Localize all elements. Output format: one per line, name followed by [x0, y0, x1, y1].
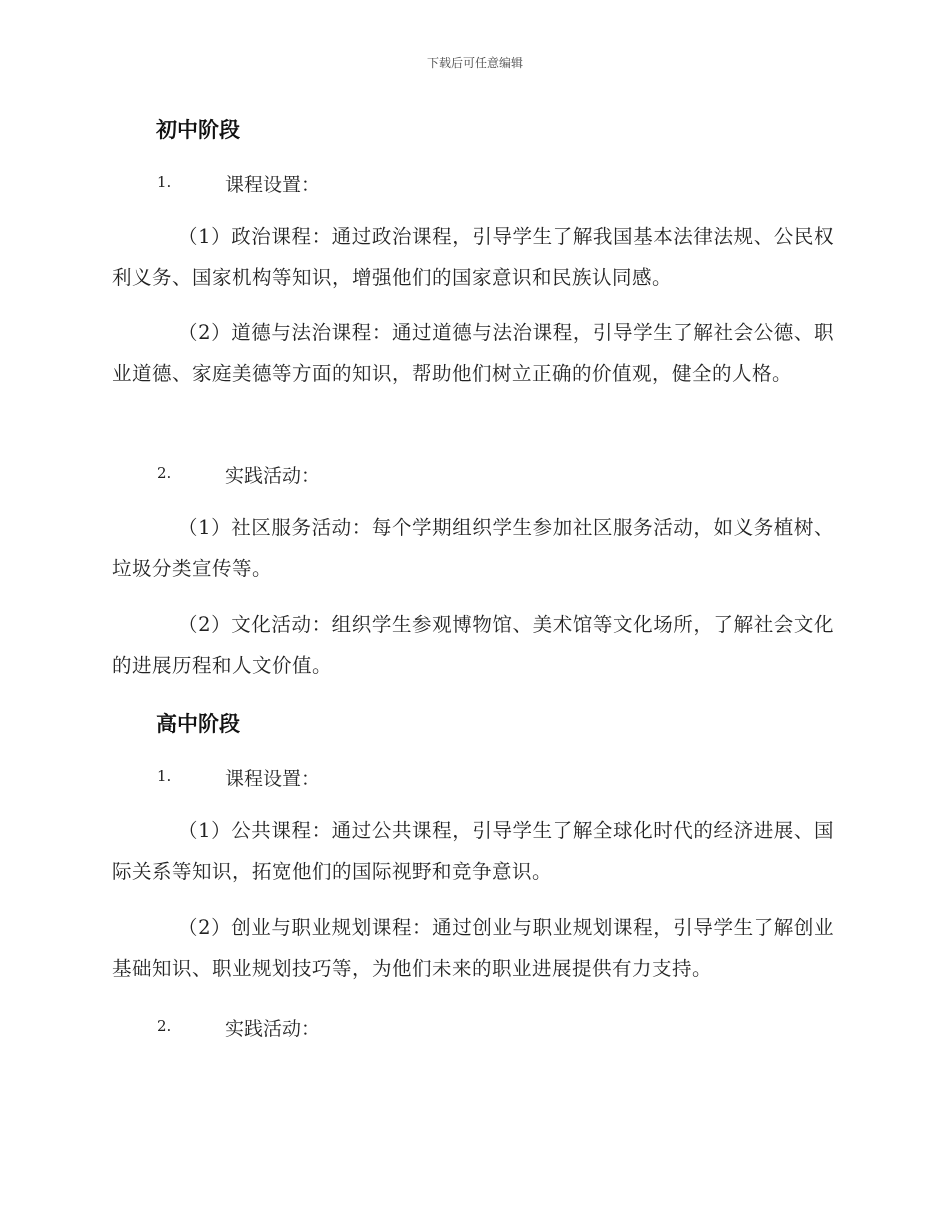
paragraph: （1）社区服务活动：每个学期组织学生参加社区服务活动，如义务植树、垃圾分类宣传等。 — [112, 516, 834, 580]
paragraph: （2）道德与法治课程：通过道德与法治课程，引导学生了解社会公德、职业道德、家庭美德等方面的知识，帮助他们树立正确的价值观，健全的人格。 — [112, 321, 834, 385]
item-label: 实践活动： — [225, 465, 321, 487]
item-label: 课程设置： — [225, 174, 321, 196]
item-number: 1. — [157, 173, 172, 191]
item-label: 课程设置： — [225, 768, 321, 790]
item-label: 实践活动： — [225, 1018, 321, 1040]
item-number: 2. — [157, 1017, 172, 1035]
item-number: 1. — [157, 767, 172, 785]
paragraph: （1）政治课程：通过政治课程，引导学生了解我国基本法律法规、公民权利义务、国家机构等知识，增强他们的国家意识和民族认同感。 — [112, 225, 834, 289]
section-heading: 高中阶段 — [156, 712, 240, 736]
paragraph: （2）文化活动：组织学生参观博物馆、美术馆等文化场所，了解社会文化的进展历程和人文价值。 — [112, 613, 834, 677]
page-header: 下载后可任意编辑 — [426, 56, 523, 70]
item-number: 2. — [157, 464, 172, 482]
paragraph: （2）创业与职业规划课程：通过创业与职业规划课程，引导学生了解创业基础知识、职业规划技巧等，为他们未来的职业进展提供有力支持。 — [112, 916, 834, 980]
section-heading: 初中阶段 — [156, 118, 240, 142]
paragraph: （1）公共课程：通过公共课程，引导学生了解全球化时代的经济进展、国际关系等知识，拓宽他们的国际视野和竞争意识。 — [112, 819, 834, 883]
